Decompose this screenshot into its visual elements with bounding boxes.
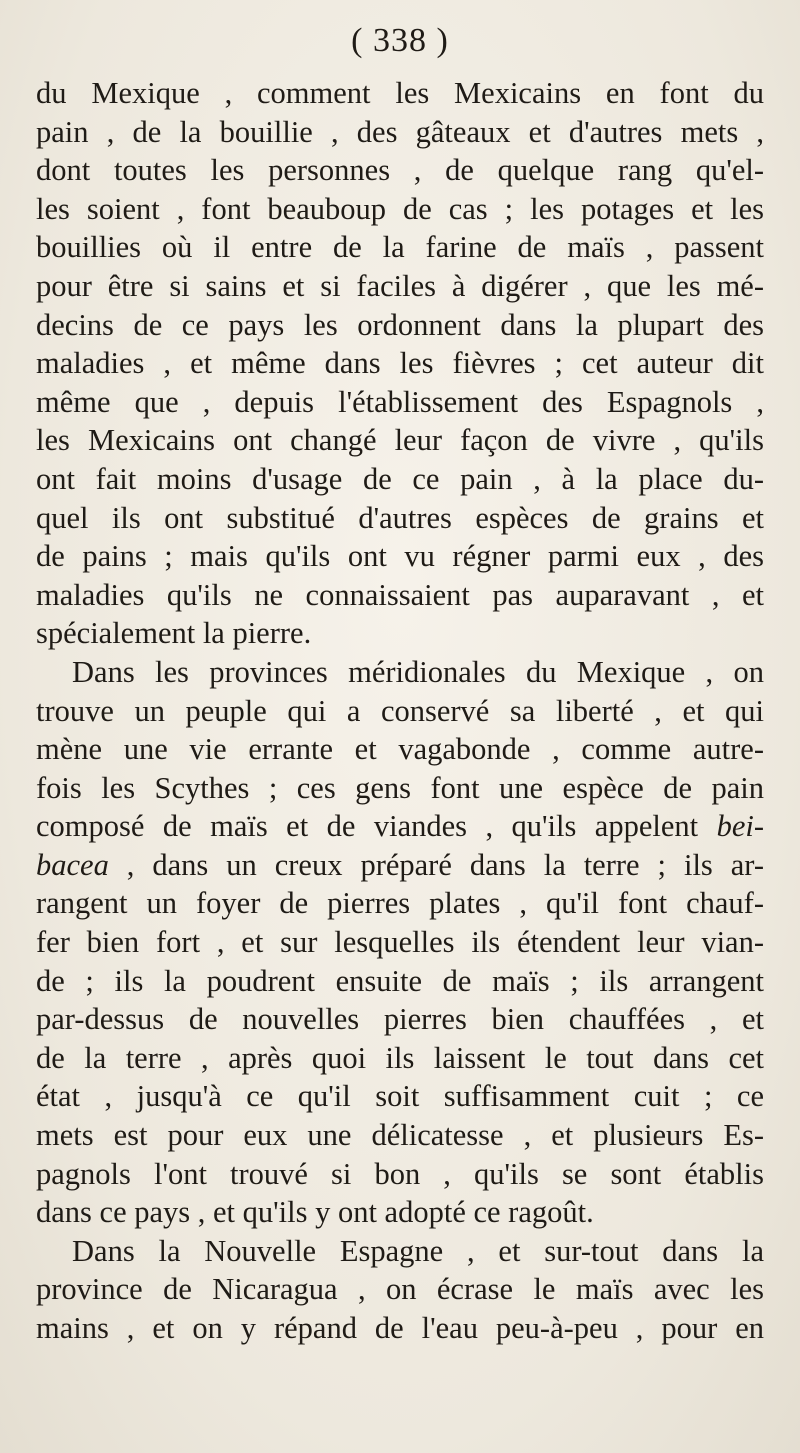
- text-line: mène une vie errante et vagabonde , comme autre-: [36, 732, 764, 767]
- text-line: même que , depuis l'établissement des Espagnols ,: [36, 384, 764, 419]
- text-line: état , jusqu'à ce qu'il soit suffisamment cuit ; ce: [36, 1079, 764, 1114]
- text-line: bacea , dans un creux préparé dans la terre ; ils ar-: [36, 847, 764, 882]
- text-line: pain , de la bouillie , des gâteaux et d'autres mets ,: [36, 114, 764, 149]
- text-line: dans ce pays , et qu'ils y ont adopté ce ragoût.: [36, 1195, 594, 1230]
- text-line: fois les Scythes ; ces gens font une espèce de pain: [36, 770, 764, 805]
- text-line: de pains ; mais qu'ils ont vu régner parmi eux , des: [36, 539, 764, 574]
- paragraph-1: [36, 74, 764, 653]
- text-line: bouillies où il entre de la farine de maïs , passent: [36, 230, 764, 265]
- text-line: mains , et on y répand de l'eau peu-à-peu , pour en: [36, 1311, 764, 1345]
- text-line: mets est pour eux une délicatesse , et plusieurs Es-: [36, 1118, 764, 1153]
- text-line: dont toutes les personnes , de quelque rang qu'el-: [36, 153, 764, 188]
- text-line: ont fait moins d'usage de ce pain , à la place du-: [36, 461, 764, 496]
- text-line: de ; ils la poudrent ensuite de maïs ; ils arrangent: [36, 963, 764, 998]
- paragraph-2: [36, 653, 764, 1232]
- text-line: maladies qu'ils ne connaissaient pas auparavant , et: [36, 577, 764, 612]
- text-line: composé de maïs et de viandes , qu'ils appelent bei-: [36, 809, 764, 844]
- text-line: les soient , font beauboup de cas ; les potages et les: [36, 191, 764, 226]
- text-line: du Mexique , comment les Mexicains en font du: [36, 76, 764, 110]
- text-line: spécialement la pierre.: [36, 616, 312, 651]
- text-line: pagnols l'ont trouvé si bon , qu'ils se sont établis: [36, 1156, 764, 1191]
- text-line: rangent un foyer de pierres plates , qu'il font chauf-: [36, 886, 764, 921]
- body-text: [36, 74, 764, 1348]
- text-line: trouve un peuple qui a conservé sa liberté , et qui: [36, 693, 764, 728]
- page-number: ( 338 ): [351, 22, 449, 59]
- text-line: Dans les provinces méridionales du Mexique , on: [72, 654, 764, 689]
- text-line: les Mexicains ont changé leur façon de vivre , qu'ils: [36, 423, 764, 458]
- paragraph-3: [36, 1232, 764, 1348]
- text-line: fer bien fort , et sur lesquelles ils étendent leur vian-: [36, 925, 764, 960]
- text-line: par-dessus de nouvelles pierres bien chauffées , et: [36, 1002, 764, 1037]
- text-line: quel ils ont substitué d'autres espèces de grains et: [36, 500, 764, 535]
- text-line: de la terre , après quoi ils laissent le tout dans cet: [36, 1040, 764, 1075]
- text-line: pour être si sains et si faciles à digérer , que les mé-: [36, 268, 764, 303]
- text-line: decins de ce pays les ordonnent dans la plupart des: [36, 307, 764, 342]
- text-line: maladies , et même dans les fièvres ; cet auteur dit: [36, 346, 764, 381]
- text-line: province de Nicaragua , on écrase le maïs avec les: [36, 1272, 764, 1307]
- text-line: Dans la Nouvelle Espagne , et sur-tout dans la: [72, 1233, 764, 1268]
